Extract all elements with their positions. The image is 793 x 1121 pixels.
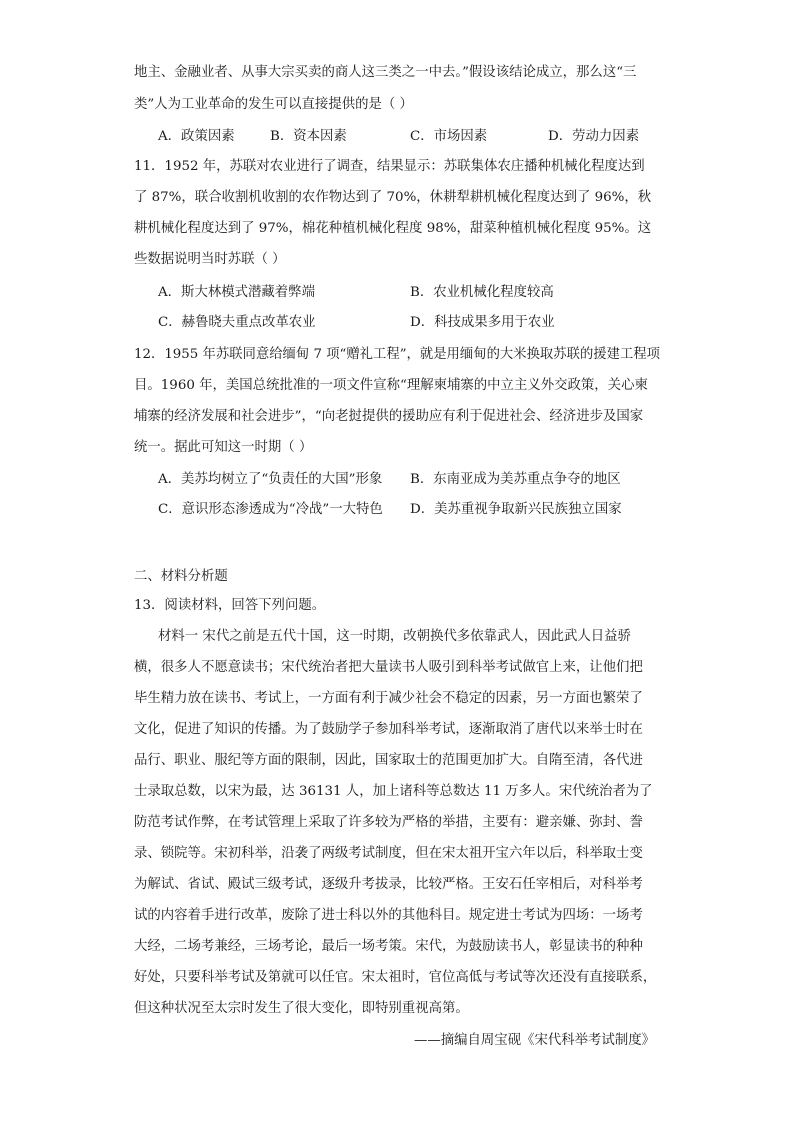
material-line-6: 士录取总数，以宋为最，达 36131 人，加上诸科等总数达 11 万多人。宋代统治者为了 <box>134 784 653 799</box>
material-line-4: 文化，促进了知识的传播。为了鼓励学子参加科举考试，逐渐取消了唐代以来举士时在 <box>134 722 643 737</box>
material-line-13: 但这种状况至太宗时发生了很大变化，即特别重视高第。 <box>134 1001 469 1016</box>
q12-stem-line-4: 统一。据此可知这一时期（ ） <box>134 440 313 455</box>
material-line-12: 好处，只要科举考试及第就可以任官。宋太祖时，官位高低与考试等次还没有直接联系， <box>134 970 657 985</box>
material-line-9: 为解试、省试、殿试三级考试，逐级升考拔录，比较严格。王安石任宰相后，对科举考 <box>134 877 643 892</box>
q11-option-d: D．科技成果多用于农业 <box>410 315 555 330</box>
material-line-7: 防范考试作弊，在考试管理上采取了许多较为严格的举措，主要有：避亲嫌、弥封、誊 <box>134 815 643 830</box>
material-line-1: 材料一 宋代之前是五代十国，这一时期，改朝换代多依靠武人，因此武人日益骄 <box>158 629 631 644</box>
q12-stem-line-3: 埔寨的经济发展和社会进步”，“向老挝提供的援助应有利于促进社会、经济进步及国家 <box>134 409 644 424</box>
q11-option-b: B．农业机械化程度较高 <box>410 285 554 300</box>
q13-intro: 13．阅读材料，回答下列问题。 <box>134 598 326 613</box>
q11-stem-line-4: 些数据说明当时苏联（ ） <box>134 252 286 267</box>
q11-stem-line-2: 了 87%，联合收割机收割的农作物达到了 70%，休耕犁耕机械化程度达到了 96%，秋 <box>134 190 652 205</box>
material-line-3: 毕生精力放在读书、考试上，一方面有利于减少社会不稳定的因素，另一方面也繁荣了 <box>134 691 643 706</box>
q12-stem-line-1: 12．1955 年苏联同意给缅甸 7 项“赠礼工程”，就是用缅甸的大米换取苏联的援建工程项 <box>134 347 660 362</box>
q11-option-c: C．赫鲁晓夫重点改革农业 <box>158 315 316 330</box>
q11-stem-line-3: 耕机械化程度达到了 97%，棉花种植机械化程度 98%，甜菜种植机械化程度 95%。这 <box>134 221 652 236</box>
material-line-2: 横，很多人不愿意读书；宋代统治者把大量读书人吸引到科举考试做官上来，让他们把 <box>134 660 643 675</box>
q11-option-a: A．斯大林模式潜藏着弊端 <box>158 285 315 300</box>
q12-option-b: B．东南亚成为美苏重点争夺的地区 <box>410 472 621 487</box>
q12-stem-line-2: 目。1960 年，美国总统批准的一项文件宣称“理解柬埔寨的中立主义外交政策，关心柬 <box>134 378 648 393</box>
q12-option-d: D．美苏重视争取新兴民族独立国家 <box>410 502 622 517</box>
q10-stem-line-1: 地主、金融业者、从事大宗买卖的商人这三类之一中去。”假设该结论成立，那么这“三 <box>134 65 637 80</box>
material-line-11: 大经，二场考兼经，三场考论，最后一场考策。宋代，为鼓励读书人，彰显读书的种种 <box>134 939 643 954</box>
q10-option-c: C．市场因素 <box>410 129 488 144</box>
material-source: ——摘编自周宝砚《宋代科举考试制度》 <box>413 1033 655 1048</box>
q12-option-c: C．意识形态渗透成为“冷战”一大特色 <box>158 502 383 517</box>
q10-option-b: B．资本因素 <box>270 129 347 144</box>
material-line-10: 试的内容着手进行改革，废除了进士科以外的其他科目。规定进士考试为四场：一场考 <box>134 908 643 923</box>
q10-option-a: A．政策因素 <box>158 129 235 144</box>
q10-stem-line-2: 类”人为工业革命的发生可以直接提供的是（ ） <box>134 97 413 112</box>
material-line-5: 品行、职业、服纪等方面的限制，因此，国家取士的范围更加扩大。自隋至清，各代进 <box>134 753 643 768</box>
q12-option-a: A．美苏均树立了“负责任的大国”形象 <box>158 472 383 487</box>
q11-stem-line-1: 11．1952 年，苏联对农业进行了调查，结果显示：苏联集体农庄播种机械化程度达到 <box>134 159 645 174</box>
material-line-8: 录、锁院等。宋初科举，沿袭了两级考试制度，但在宋太祖开宝六年以后，科举取士变 <box>134 846 643 861</box>
q10-option-d: D．劳动力因素 <box>548 129 640 144</box>
section-heading: 二、材料分析题 <box>134 569 228 584</box>
